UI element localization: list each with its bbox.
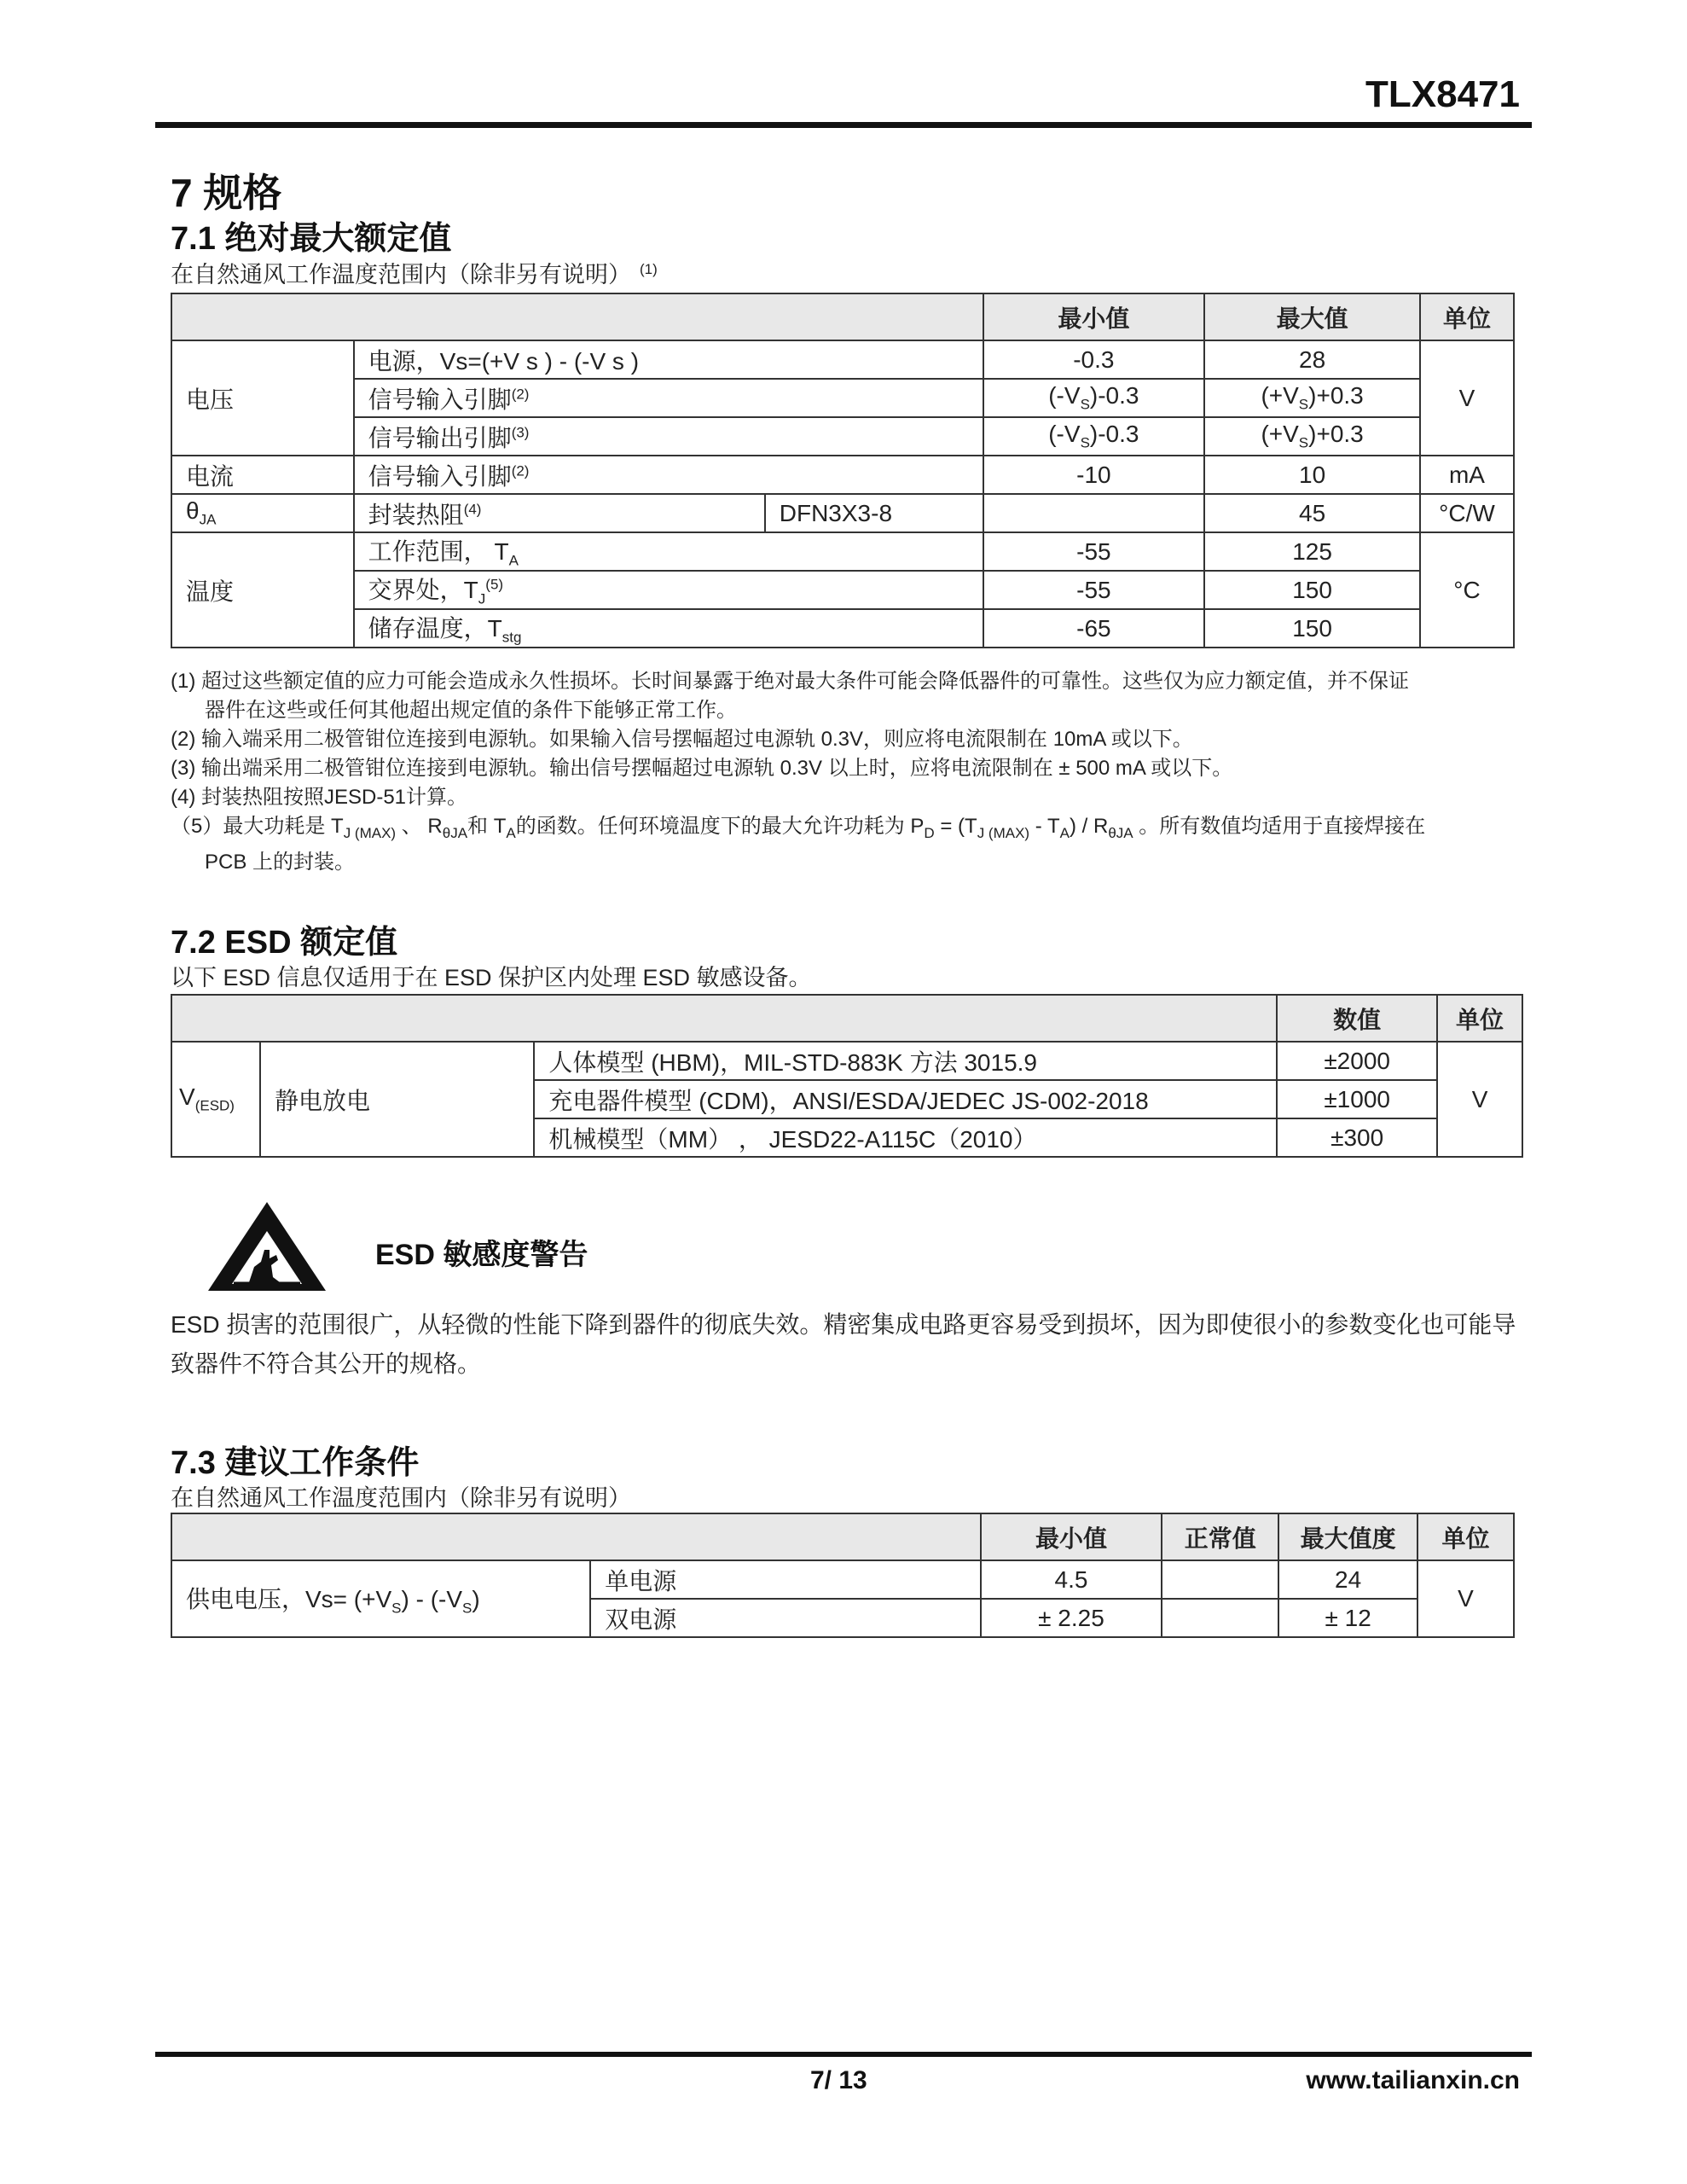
table-row: 信号输出引脚$^{(3)}$ $(-V_S)-0.3$ $(+V_S)+0.3$ — [171, 417, 1514, 456]
note-2: (2) 输入端采用二极管钳位连接到电源轨。如果输入信号摆幅超过电源轨 0.3V，则应将电流限制在 10mA 或以下。 — [171, 728, 1193, 751]
table-row: 电压 电源，Vs=(+V s ) - (-V s ) -0.3 28 V — [171, 340, 1514, 379]
esd-warning-title: ESD 敏感度警告 — [375, 1239, 588, 1271]
note-5-cont: PCB 上的封装。 — [205, 850, 356, 874]
table-row: 充电器件模型 (CDM)，ANSI/ESDA/JEDEC JS-002-2018 ±1000 — [171, 1080, 1522, 1118]
param-voltage: 电压 — [171, 340, 354, 456]
cond-input-pin: 信号输入引脚$^{(2)}$ — [354, 379, 983, 417]
table-header-row — [171, 293, 1514, 340]
col-max: 最大值 — [1204, 293, 1420, 340]
note-3: (3) 输出端采用二极管钳位连接到电源轨。输出信号摆幅超过电源轨 0.3V 以上时，应将电流限制在 ± 500 mA 或以下。 — [171, 757, 1233, 780]
col-min: 最小值 — [983, 293, 1205, 340]
param-current: 电流 — [171, 456, 354, 494]
cond-supply: 电源，Vs=(+V s ) - (-V s ) — [354, 340, 983, 379]
esd-rating-table — [171, 994, 1523, 1158]
page-number: 7/ 13 — [810, 2066, 867, 2094]
section-7-3-condition: 在自然通风工作温度范围内（除非另有说明） — [171, 1485, 631, 1511]
table-row: 电流 信号输入引脚$^{(2)}$ -10 10 mA — [171, 456, 1514, 494]
table-row: $V_{(ESD)}$ 静电放电 人体模型 (HBM)，MIL-STD-883K 方法 3015.9 ±2000 V — [171, 1042, 1522, 1080]
esd-warning-text: ESD 损害的范围很广，从轻微的性能下降到器件的彻底失效。精密集成电路更容易受到损坏，因为即使很小的参数变化也可能导致器件不符合其公开的规格。 — [171, 1311, 1516, 1377]
section-7-1-condition: 在自然通风工作温度范围内（除非另有说明） $^{(1)}$ — [171, 261, 658, 288]
table-row: 供电电压，$Vs= (+V_S) - (-V_S)$ 单电源 4.5 24 V — [171, 1560, 1514, 1599]
param-theta: $\theta_{JA}$ — [171, 494, 354, 532]
section-7-1-title: 7.1 绝对最大额定值 — [171, 221, 452, 257]
note-5: （5）最大功耗是 $T_{J (MAX)}$ 、 $R_{\theta JA}$和 $T_A$的函数。任何环境温度下的最大允许功耗为 $P_D = (T_{J (MAX)} - T_A) / R_{\theta JA}$ 。所有数值均适用于直接焊接在 — [171, 815, 1426, 841]
note-4: (4) 封装热阻按照JESD-51计算。 — [171, 786, 468, 809]
col-typ: 正常值 — [1162, 1513, 1278, 1560]
note-1-cont: 器件在这些或任何其他超出规定值的条件下能够正常工作。 — [205, 699, 737, 722]
col-max: 最大值度 — [1278, 1513, 1417, 1560]
footnote-ref: (1) — [640, 261, 658, 277]
table-header-row — [171, 1513, 1514, 1560]
esd-symbol: $V_{(ESD)}$ — [171, 1042, 260, 1157]
table-row: 储存温度，$T_{stg}$ -65 150 — [171, 609, 1514, 648]
esd-name: 静电放电 — [260, 1042, 534, 1157]
cond-output-pin: 信号输出引脚$^{(3)}$ — [354, 417, 983, 456]
table-row: 双电源 ± 2.25 ± 12 — [171, 1599, 1514, 1637]
section-7-2-condition: 以下 ESD 信息仅适用于在 ESD 保护区内处理 ESD 敏感设备。 — [171, 965, 812, 990]
col-unit: 单位 — [1417, 1513, 1514, 1560]
section-title: 7 规格 — [171, 171, 282, 215]
absolute-max-table — [171, 293, 1515, 648]
footer-website: www.tailianxin.cn — [1306, 2066, 1520, 2094]
param-temperature: 温度 — [171, 532, 354, 648]
table-row: 信号输入引脚$^{(2)}$ $(-V_S)-0.3$ $(+V_S)+0.3$ — [171, 379, 1514, 417]
table-row: 温度 工作范围， $T_A$ -55 125 °C — [171, 532, 1514, 571]
section-7-3-title: 7.3 建议工作条件 — [171, 1445, 420, 1481]
table-row: $\theta_{JA}$ 封装热阻$^{(4)}$ DFN3X3-8 45 °C/W — [171, 494, 1514, 532]
section-7-2-title: 7.2 ESD 额定值 — [171, 925, 398, 961]
table-row: 交界处，$T_J^{(5)}$ -55 150 — [171, 571, 1514, 609]
table-header-row — [171, 995, 1522, 1042]
esd-warning-icon — [205, 1199, 329, 1294]
footer-rule — [155, 2052, 1532, 2057]
table-notes — [171, 667, 1527, 877]
unit-voltage: V — [1420, 340, 1514, 456]
param-supply-voltage: 供电电压，$Vs= (+V_S) - (-V_S)$ — [171, 1560, 590, 1637]
col-unit: 单位 — [1437, 995, 1522, 1042]
header-rule — [155, 122, 1532, 128]
col-value: 数值 — [1277, 995, 1437, 1042]
col-min: 最小值 — [981, 1513, 1162, 1560]
table-row: 机械模型（MM） ， JESD22-A115C（2010） ±300 — [171, 1118, 1522, 1157]
col-unit: 单位 — [1420, 293, 1514, 340]
header-title: TLX8471 — [1365, 73, 1520, 115]
recommended-conditions-table — [171, 1513, 1515, 1638]
note-1: (1) 超过这些额定值的应力可能会造成永久性损坏。长时间暴露于绝对最大条件可能会降低器件的可靠性。这些仅为应力额定值，并不保证 — [171, 670, 1409, 693]
